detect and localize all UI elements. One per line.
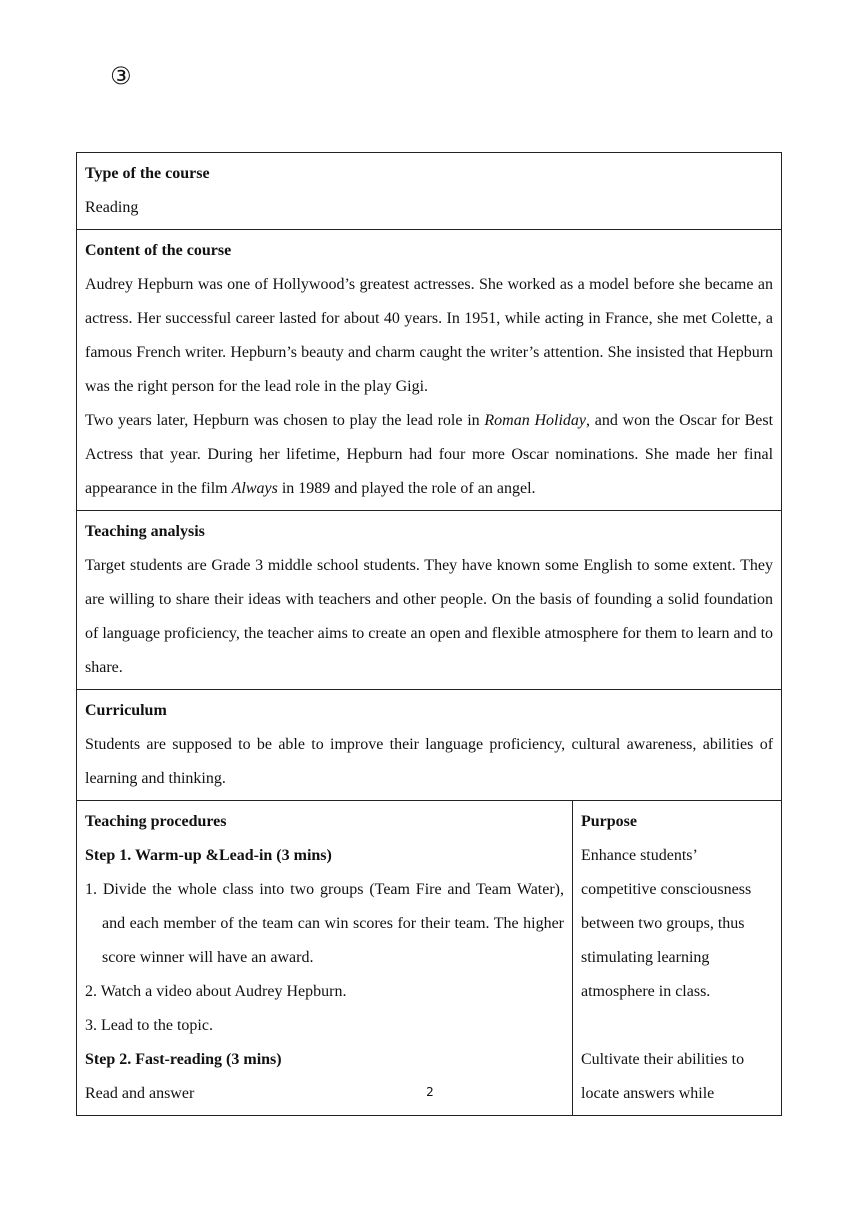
analysis-text: Target students are Grade 3 middle school students. They have known some English to some extent. They are willing to share their ideas with teachers and other people. On the basis of founding a solid foundation of language proficiency, the teacher aims to create an open and flexible atmosphere for them to learn and to share. <box>85 557 774 676</box>
step1-purpose-line: Enhance students’ <box>581 847 698 864</box>
type-row <box>77 153 782 230</box>
curriculum-text: Students are supposed to be able to improve their language proficiency, cultural awareness, abilities of learning and thinking. <box>85 736 774 787</box>
step1-item-3: 3. Lead to the topic. <box>85 1017 213 1034</box>
film-title-roman-holiday: Roman Holiday <box>484 412 586 429</box>
step1-purpose-line: stimulating learning <box>581 949 710 966</box>
step1-item-1: 1. Divide the whole class into two groups (Team Fire and Team Water), and each member of the team can win scores for their team. The higher score winner will have an award. <box>85 881 564 966</box>
procedures-heading: Teaching procedures <box>85 813 227 830</box>
film-title-always: Always <box>231 480 278 497</box>
step1-purpose-line: between two groups, thus <box>581 915 745 932</box>
analysis-cell <box>77 511 782 690</box>
content-cell <box>77 230 782 511</box>
step1-title: Step 1. Warm-up &Lead-in (3 mins) <box>85 847 332 864</box>
curriculum-row <box>77 690 782 801</box>
purpose-heading: Purpose <box>581 813 637 830</box>
procedures-cell <box>77 801 573 1116</box>
purpose-spacer <box>581 1009 773 1043</box>
page-number: 2 <box>426 1085 434 1099</box>
step2-title: Step 2. Fast-reading (3 mins) <box>85 1051 282 1068</box>
content-paragraph-2 <box>85 404 773 506</box>
step1-purpose-line: atmosphere in class. <box>581 983 711 1000</box>
content-p2-text-a: Two years later, Hepburn was chosen to play the lead role in <box>85 412 485 429</box>
content-paragraph-1: Audrey Hepburn was one of Hollywood’s greatest actresses. She worked as a model before she became an actress. Her successful career lasted for about 40 years. In 1951, while acting in France, she met Colette, a famous French writer. Hepburn’s beauty and charm caught the writer’s attention. She insisted that Hepburn was the right person for the lead role in the play Gigi. <box>85 276 774 395</box>
content-row <box>77 230 782 511</box>
analysis-heading: Teaching analysis <box>85 523 205 540</box>
type-cell <box>77 153 782 230</box>
type-text: Reading <box>85 199 139 216</box>
step2-purpose-line: locate answers while <box>581 1085 715 1102</box>
type-heading: Type of the course <box>85 165 210 182</box>
step2-text: Read and answer <box>85 1085 195 1102</box>
analysis-row <box>77 511 782 690</box>
purpose-cell <box>573 801 782 1116</box>
content-p2-text-b: , and won the Oscar for Best Actress that year. During her lifetime, Hepburn had four more Oscar nominations. She made her final appearance in the film <box>85 412 774 497</box>
content-heading: Content of the course <box>85 242 232 259</box>
step1-purpose-line: competitive consciousness <box>581 881 752 898</box>
lesson-plan-table <box>76 152 782 1116</box>
curriculum-cell <box>77 690 782 801</box>
section-marker: ③ <box>110 62 132 90</box>
step2-purpose-line: Cultivate their abilities to <box>581 1051 745 1068</box>
procedures-row <box>77 801 782 1116</box>
content-p2-text-c: in 1989 and played the role of an angel. <box>277 480 536 497</box>
curriculum-heading: Curriculum <box>85 702 167 719</box>
step1-item-2: 2. Watch a video about Audrey Hepburn. <box>85 983 347 1000</box>
